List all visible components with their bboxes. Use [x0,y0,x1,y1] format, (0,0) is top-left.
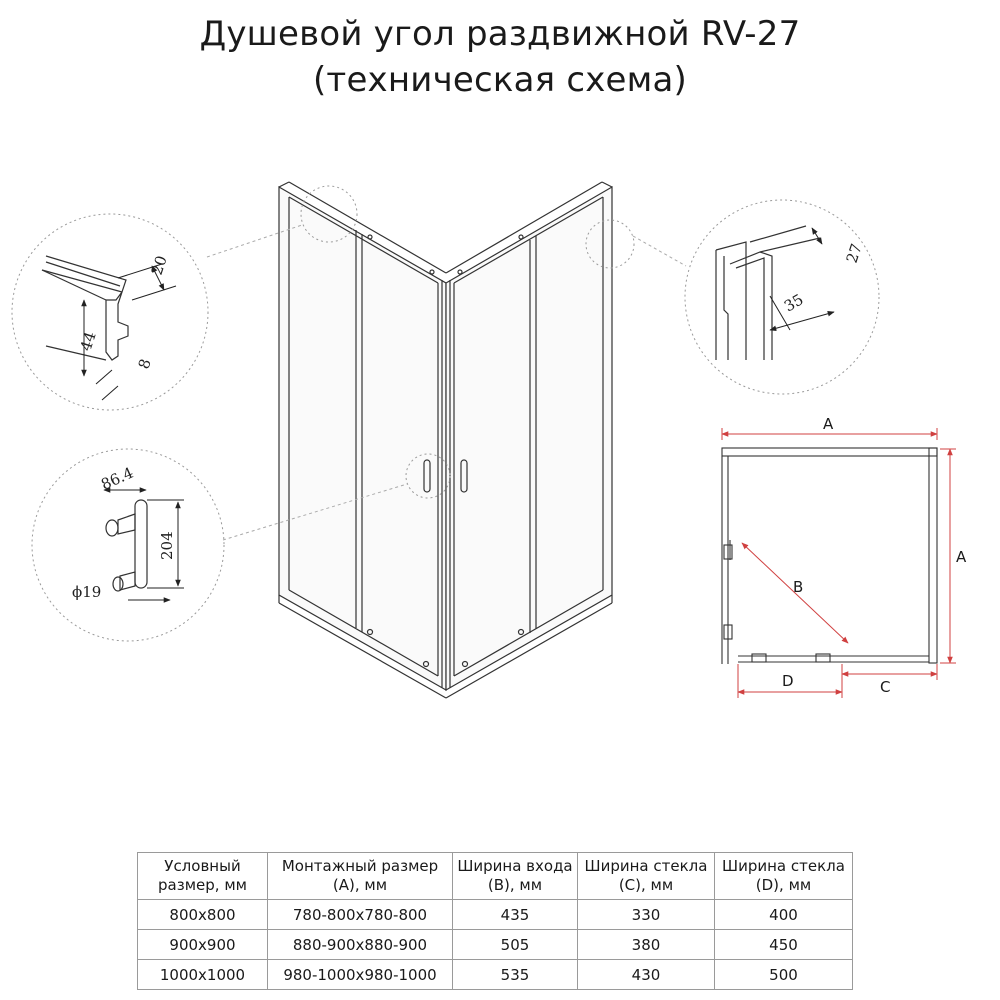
detail-corner-profile [685,200,879,394]
dimension-204: 204 [158,531,176,560]
table-header-row [138,853,853,900]
header-entry-width: Ширина входа (В), мм [453,853,578,900]
table-cell: 900x900 [138,930,268,960]
table-cell: 780-800x780-800 [268,900,453,930]
dimension-86-4: 86.4 [98,463,137,494]
table-cell: 430 [578,960,715,990]
table-row [138,900,853,930]
table-row [138,960,853,990]
plan-view [722,415,967,698]
dimension-phi19: ϕ19 [72,583,102,601]
table-cell: 980-1000x980-1000 [268,960,453,990]
table-cell: 435 [453,900,578,930]
dimension-8: 8 [134,356,155,372]
page-subtitle: (техническая схема) [312,60,688,100]
table-cell: 800x800 [138,900,268,930]
header-nominal-size: Условный размер, мм [138,853,268,900]
table-cell: 535 [453,960,578,990]
header-mounting-size: Монтажный размер (А), мм [268,853,453,900]
page-title: Душевой угол раздвижной RV-27 [199,14,801,54]
table-cell: 500 [715,960,853,990]
table-cell: 1000x1000 [138,960,268,990]
header-glass-width-c: Ширина стекла (С), мм [578,853,715,900]
spec-table [137,852,853,990]
table-cell: 330 [578,900,715,930]
dimension-44: 44 [76,329,100,354]
leader-line [633,236,686,266]
table-row [138,930,853,960]
table-cell: 400 [715,900,853,930]
table-cell: 880-900x880-900 [268,930,453,960]
dimension-27: 27 [842,241,866,266]
detail-top-profile [12,214,208,410]
dimension-20: 20 [147,253,171,278]
header-glass-width-d: Ширина стекла (D), мм [715,853,853,900]
plan-label-a-top: A [823,415,834,433]
plan-label-a-side: A [956,548,967,566]
dimension-35: 35 [781,290,807,316]
plan-label-d: D [782,672,794,690]
table-cell: 380 [578,930,715,960]
table-cell: 505 [453,930,578,960]
table-cell: 450 [715,930,853,960]
plan-label-c: C [880,678,891,696]
enclosure-drawing [279,182,612,698]
plan-label-b: B [793,578,804,596]
detail-handle [32,449,224,641]
